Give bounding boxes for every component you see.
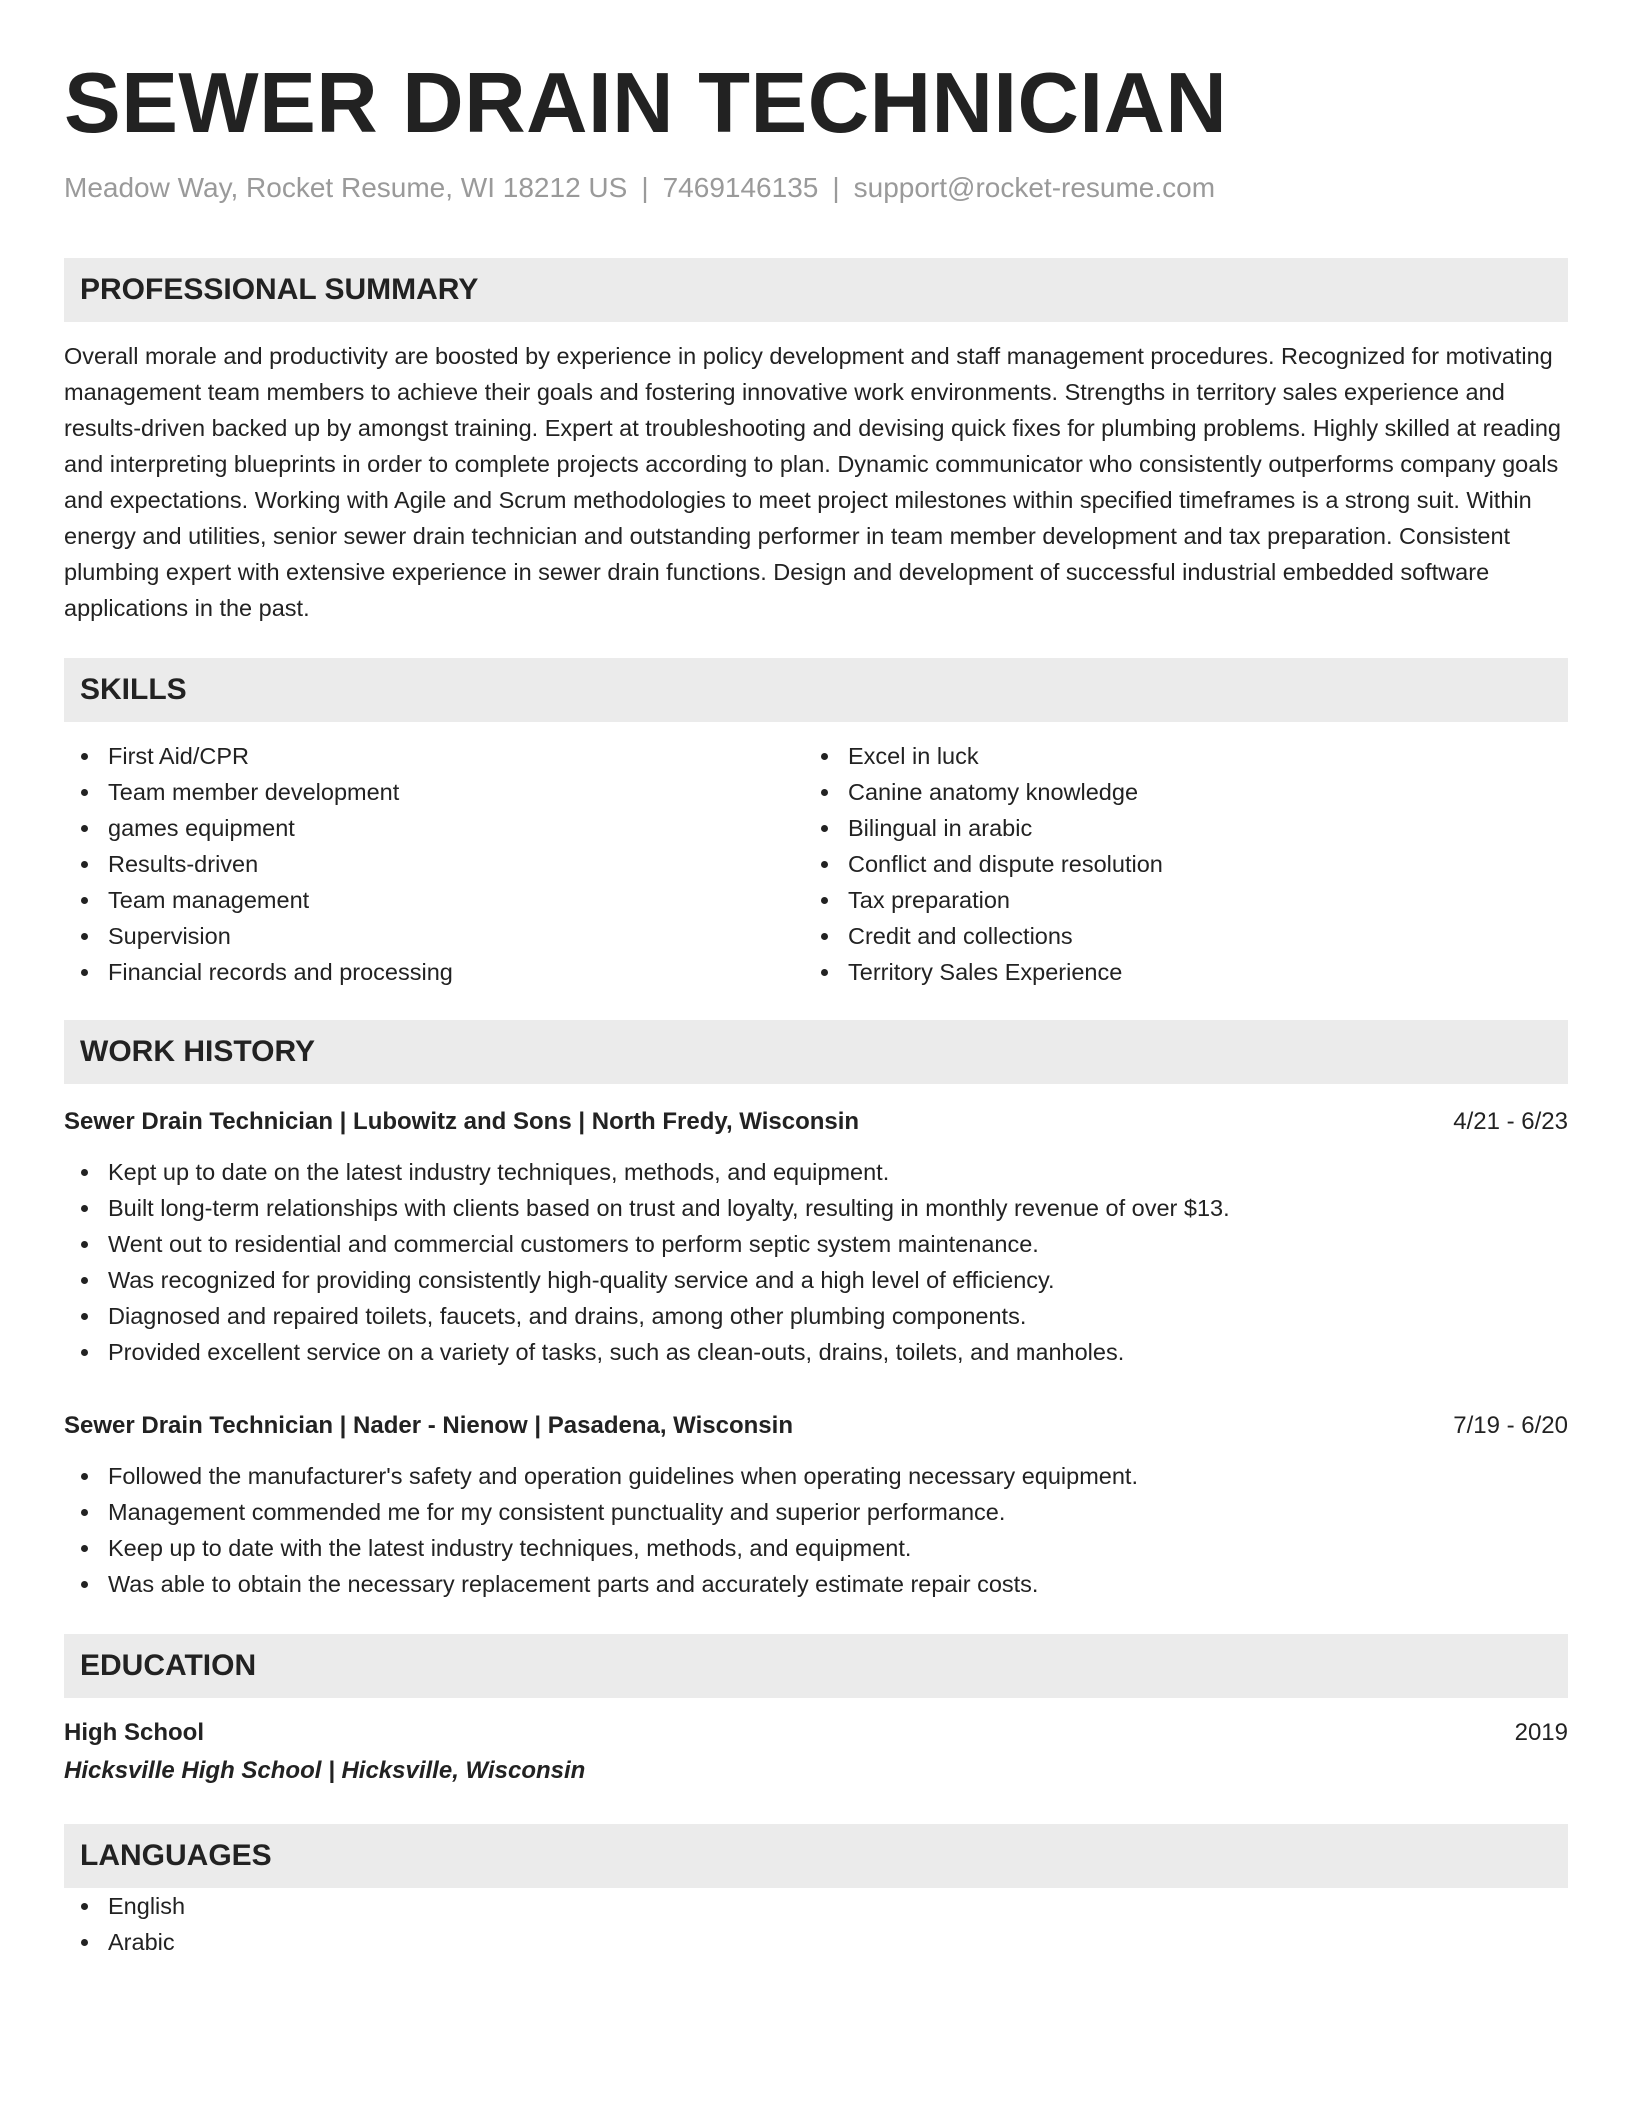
skill-item: Supervision xyxy=(64,918,804,954)
job-duty: Kept up to date on the latest industry techniques, methods, and equipment. xyxy=(64,1154,1568,1190)
skill-item: Team management xyxy=(64,882,804,918)
skill-item: Results-driven xyxy=(64,846,804,882)
job-dates: 4/21 - 6/23 xyxy=(1453,1108,1568,1135)
job-header xyxy=(64,1104,1568,1140)
skill-item: Financial records and processing xyxy=(64,954,804,990)
language-item: Arabic xyxy=(64,1924,1568,1960)
skill-item: Team member development xyxy=(64,774,804,810)
job-entry xyxy=(64,1104,1568,1370)
skill-item: Credit and collections xyxy=(804,918,1544,954)
summary-text: Overall morale and productivity are boosted by experience in policy development and staff management procedures. Recognized for motivating management team members to achieve their goals and fostering innovative work environments. Strengths in territory sales experience and results-driven backed up by amongst training. Expert at troubleshooting and devising quick fixes for plumbing problems. Highly skilled at reading and interpreting blueprints in order to complete projects according to plan. Dynamic communicator who consistently outperforms company goals and expectations. Working with Agile and Scrum methodologies to meet project milestones within specified timeframes is a strong suit. Within energy and utilities, senior sewer drain technician and outstanding performer in team member development and tax preparation. Consistent plumbing expert with extensive experience in sewer drain functions. Design and development of successful industrial embedded software applications in the past. xyxy=(64,343,1561,621)
skill-item: Canine anatomy knowledge xyxy=(804,774,1544,810)
candidate-name: SEWER DRAIN TECHNICIAN xyxy=(64,56,1228,151)
skill-item: First Aid/CPR xyxy=(64,738,804,774)
contact-separator: | xyxy=(641,172,649,203)
education-year: 2019 xyxy=(1514,1719,1568,1746)
education-header xyxy=(64,1714,1568,1752)
education-degree: High School xyxy=(64,1719,204,1746)
job-duty: Built long-term relationships with clients based on trust and loyalty, resulting in monthly revenue of over $13. xyxy=(64,1190,1568,1226)
job-duty: Followed the manufacturer's safety and operation guidelines when operating necessary equipment. xyxy=(64,1458,1568,1494)
languages-heading: LANGUAGES xyxy=(64,1824,1568,1888)
job-duty: Keep up to date with the latest industry techniques, methods, and equipment. xyxy=(64,1530,1568,1566)
job-duty: Went out to residential and commercial customers to perform septic system maintenance. xyxy=(64,1226,1568,1262)
job-header xyxy=(64,1408,1568,1444)
job-duty: Diagnosed and repaired toilets, faucets, and drains, among other plumbing components. xyxy=(64,1298,1568,1334)
education-school: Hicksville High School | Hicksville, Wisconsin xyxy=(64,1757,586,1784)
job-dates: 7/19 - 6/20 xyxy=(1453,1412,1568,1439)
job-duties xyxy=(64,1154,1568,1370)
contact-email: support@rocket-resume.com xyxy=(853,172,1216,203)
skill-item: games equipment xyxy=(64,810,804,846)
contact-address: Meadow Way, Rocket Resume, WI 18212 US xyxy=(64,172,628,203)
skills-column-right xyxy=(804,738,1544,990)
job-entry xyxy=(64,1408,1568,1602)
job-duty: Provided excellent service on a variety of tasks, such as clean-outs, drains, toilets, and manholes. xyxy=(64,1334,1568,1370)
summary-heading: PROFESSIONAL SUMMARY xyxy=(64,258,1568,322)
job-title: Sewer Drain Technician | Nader - Nienow | Pasadena, Wisconsin xyxy=(64,1412,793,1439)
skill-item: Territory Sales Experience xyxy=(804,954,1544,990)
languages-list xyxy=(64,1888,1568,1960)
contact-phone: 7469146135 xyxy=(662,172,819,203)
skills-column-left xyxy=(64,738,804,990)
skill-item: Bilingual in arabic xyxy=(804,810,1544,846)
job-title: Sewer Drain Technician | Lubowitz and Sons | North Fredy, Wisconsin xyxy=(64,1108,860,1135)
education-heading: EDUCATION xyxy=(64,1634,1568,1698)
job-duty: Management commended me for my consistent punctuality and superior performance. xyxy=(64,1494,1568,1530)
skills-heading: SKILLS xyxy=(64,658,1568,722)
job-duty: Was recognized for providing consistently high-quality service and a high level of efficiency. xyxy=(64,1262,1568,1298)
contact-line xyxy=(64,170,1568,206)
job-duties xyxy=(64,1458,1568,1602)
work-history-heading: WORK HISTORY xyxy=(64,1020,1568,1084)
job-duty: Was able to obtain the necessary replacement parts and accurately estimate repair costs. xyxy=(64,1566,1568,1602)
skill-item: Conflict and dispute resolution xyxy=(804,846,1544,882)
skill-item: Tax preparation xyxy=(804,882,1544,918)
education-entry xyxy=(64,1714,1568,1790)
contact-separator: | xyxy=(832,172,840,203)
skill-item: Excel in luck xyxy=(804,738,1544,774)
skills-list xyxy=(64,738,1568,990)
language-item: English xyxy=(64,1888,1568,1924)
